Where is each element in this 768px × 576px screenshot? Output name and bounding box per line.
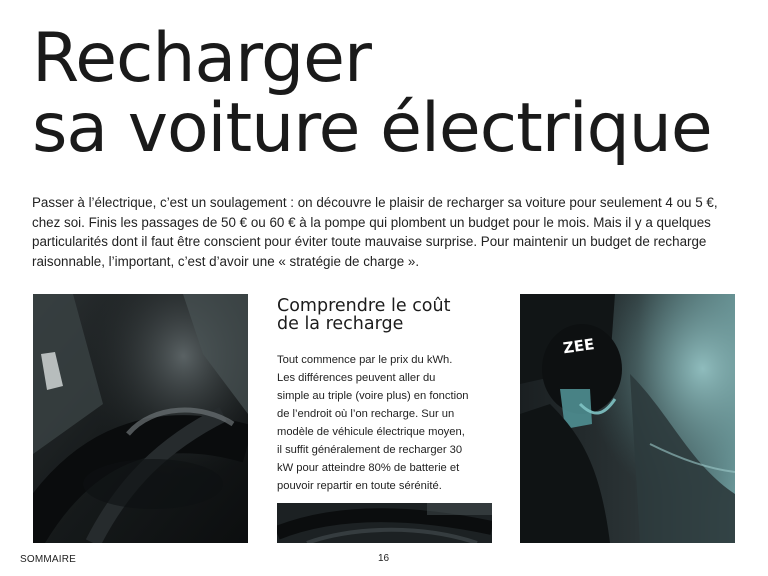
section-heading	[277, 297, 497, 333]
cable-strip-photo	[277, 503, 492, 543]
section-body-line: modèle de véhicule électrique moyen,	[277, 426, 465, 438]
section-heading-line-2: de la recharge	[277, 314, 404, 334]
page-title-line-1: Recharger	[32, 19, 371, 98]
section-body-line: Tout commence par le prix du kWh.	[277, 354, 453, 366]
section-body	[277, 351, 497, 495]
section-body-line: de l’endroit où l’on recharge. Sur un	[277, 408, 455, 420]
page-title	[32, 19, 752, 168]
section-body-line: kW pour atteindre 80% de batterie et	[277, 462, 460, 474]
sommaire-link[interactable]: SOMMAIRE	[20, 554, 77, 565]
section-body-line: pouvoir repartir en toute sérénité.	[277, 480, 442, 492]
charging-plug-photo	[520, 294, 735, 543]
zee-logo-text: ZEE	[561, 335, 596, 358]
section-body-line: il suffit généralement de recharger 30	[277, 444, 463, 456]
page-title-line-2: sa voiture électrique	[32, 89, 712, 168]
section-heading-line-1: Comprendre le coût	[277, 296, 451, 316]
section-body-line: simple au triple (voire plus) en fonction	[277, 390, 469, 402]
page-number: 16	[378, 553, 390, 564]
charging-cable-photo	[33, 294, 248, 543]
intro-paragraph: Passer à l’électrique, c’est un soulagement : on découvre le plaisir de recharger sa voiture pour seulement 4 ou 5 €, chez soi. Finis les passages de 50 € ou 60 € à la pompe qui plombent un budget pour le mois. Mais il y a quelques particularités dont il faut être conscient pour éviter toute mauvaise surprise. Pour maintenir un budget de recharge raisonnable, l’important, c’est d’avoir une « stratégie de charge ».	[32, 195, 718, 269]
section-body-line: Les différences peuvent aller du	[277, 372, 436, 384]
